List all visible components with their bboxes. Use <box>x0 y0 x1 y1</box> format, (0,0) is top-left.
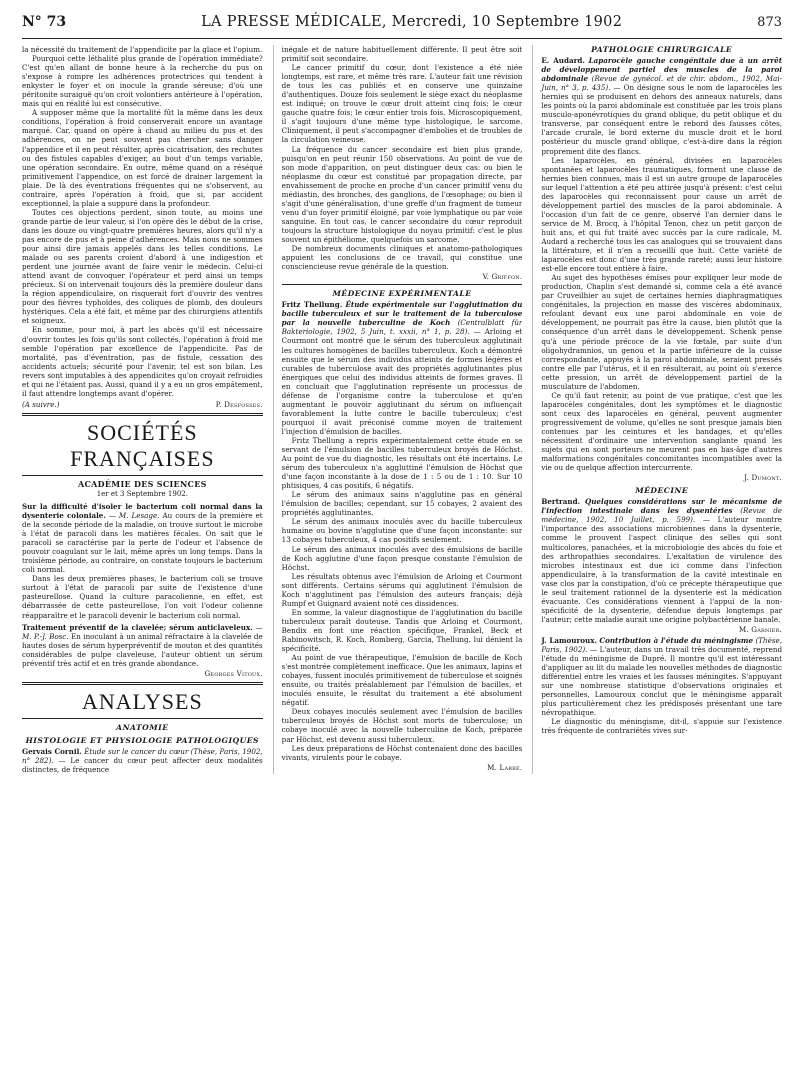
paragraph: Le cancer primitif du cœur, dont l'existence a été niée longtemps, est rare, et même très rare. L'auteur fait une révision de tous les cas publiés et en conserve une quinzaine d'authentiques. Douze fois seulement le siège exact du néoplasme est indiqué; on trouve le cœur droit atteint cinq fois; le cœur gauche quatre fois; le cœur entier trois fois. Microscopiquement, il s'agit toujours d'une même type histologique, le sarcome. Cliniquement, il peut s'accompagner d'embolies et de troubles de la circulation veineuse. <box>281 63 523 145</box>
category-heading: MÉDECINE <box>635 486 689 496</box>
paragraph: Les résultats obtenus avec l'émulsion de Arloing et Courmont sont différents. Certains sérums qui agglutinent l'émulsion de Koch n'agglutinent pas l'émulsion des auteurs français; déjà Rumpf et Guignard avaient noté ces dissidences. <box>281 571 523 608</box>
subsection-title: ACADÉMIE DES SCIENCES <box>77 478 207 489</box>
article-text: — L'auteur, dans un travail très documenté, reprend l'étude du méningisme de Dupré. Il montre qu'il est intéressant d'appliquer au lit du malade les nouvelles méthodes de diagnostic différentiel entre les vraies et les fausses méningites. S'appuyant sur une nombreuse statistique d'observations originales et personnelles, Lamouroux conclut que le méningisme apparaît plus particulièrement chez les prédisposés présentant une tare névropathique. <box>541 645 783 718</box>
article-author: Bertrand. <box>541 497 581 507</box>
paragraph: Au point de vue thérapeutique, l'émulsion de bacille de Koch s'est montrée complètement inefficace. Que les animaux, lapins et cobayes, fussent inoculés primitivement de tuberculose et soignés ensuite, ou traités préalablement par l'émulsion de bacilles, et inoculés ensuite, le résultat du traitement a été absolument négatif. <box>281 653 523 708</box>
paragraph: la nécessité du traitement de l'appendicite par la glace et l'opium. <box>22 45 263 54</box>
article <box>22 747 263 774</box>
paragraph: De nombreux documents cliniques et anatomo-pathologiques appuient les conclusions de ce travail, qui constitue une consciencieuse revue générale de la question. <box>281 244 523 272</box>
article-reference: (Revue de médecine, 1902, 10 Juillet, p. 599). <box>541 506 782 525</box>
paragraph: Au sujet des hypothèses émises pour expliquer leur mode de production, Chaplin s'est demandé si, comme cela a été avancé par Cruveilhier au sujet de certaines hernies diaphragmatiques congénitales, la projection en masse des viscères abdominaux, refoulant devant eux une paroi abdominale en voie de développement, ne pourrait pas être la cause, bien plutôt que la conséquence d'un arrêt dans le développement. Schenk pense qu'à une période précoce de la vie fœtale, par suite d'un oligohydramnios, un genou et la partie inférieure de la cuisse correspondante, appuyés à la paroi abdominale, seraient pressés contre elle par l'utérus, et il en résulterait, au point où s'exerce cette pression, un arrêt de développement partiel de la musculature de l'abdomen. <box>541 273 783 391</box>
article-title: Étude expérimentale sur l'agglutination du bacille tuberculeux et sur le traitement de la tuberculose par la nouvelle tuberculine de Koch <box>281 300 523 328</box>
paragraph: Le sérum des animaux inoculés avec du bacille tuberculeux humaine ou bovine n'agglutine que d'une façon inconstante: sur 13 cobayes tuberculeux, 4 cas positifs seulement. <box>281 517 523 545</box>
paragraph: Pourquoi cette léthalité plus grande de l'opération immédiate? C'est qu'en allant de bonne heure à la recherche du pus on s'expose à rompre les adhérences protectrices qui tendent à enkyster le foyer et on inocule la grande séreuse; d'où une péritonite suraiguë qu'on croit volontiers antérieure à l'opération, mais qui en réalité lui est consécutive. <box>22 54 263 109</box>
article-author: Fritz Thellung. <box>281 300 343 310</box>
article-author: Gervais Cornil. <box>22 746 82 756</box>
paragraph: Deux cobayes inoculés seulement avec l'émulsion de bacilles tuberculeux broyés de Höchst sont morts de tuberculose; un cobaye inoculé avec la nouvelle tuberculine de Koch, préparée par Höchst, est devenu aussi tuberculeux. <box>281 707 523 744</box>
journal-title: LA PRESSE MÉDICALE, Mercredi, 10 Septembre 1902 <box>201 14 623 30</box>
article <box>541 497 782 624</box>
article-text: Au cours de la première et de la seconde période de la maladie, on trouve surtout le microbe à l'état de paracoli dans les matières fécales. On sait que le paracoli se caractérise par la perte de l'odeur et l'absence de pouvoir coagulant sur le lait, même après un long temps. Dans la troisième période, au contraire, on constate toujours le bacterium coli normal. <box>22 511 263 575</box>
signature-line <box>22 400 263 409</box>
article-title: Traitement préventif de la clavelée; sérum anticlaveleux. <box>22 622 253 632</box>
divider <box>282 284 523 285</box>
page-number: 873 <box>757 15 782 30</box>
article-title: Contribution à l'étude du méningisme <box>599 636 753 645</box>
article-text: — Le cancer du cœur peut affecter deux modalités distinctes, de fréquence <box>22 756 263 775</box>
author-signature: V. Griffon. <box>482 272 523 282</box>
article <box>282 300 523 436</box>
paragraph: inégale et de nature habituellement différente. Il peut être soit primitif soit secondaire. <box>281 45 523 64</box>
paragraph: Le diagnostic du méningisme, dit-il, s'appuie sur l'existence très fréquente de contrariétés vives sur- <box>541 717 783 736</box>
paragraph: En somme, pour moi, à part les abcès qu'il est nécessaire d'ouvrir toutes les fois qu'ils sont collectés, l'opération à froid me semble l'opération par excellence de l'appendicite. Pas de mortalité, pas d'éventration, pas de fistule, cessation des accidents actuels; sécurité pour l'avenir, tel est son bilan. Les revers sont imputables à des appendicites qu'on croyait refroidies et qui ne l'étaient pas. Aussi, quand il y a eu un gros empâtement, il faut attendre longtemps avant d'opérer. <box>22 325 263 398</box>
column-2 <box>273 45 523 774</box>
column-3 <box>532 45 782 774</box>
article-text: En inoculant à un animal réfractaire à la clavelée de hautes doses de sérum hyperpréventif de mouton et des quantités considérables de pulpe claveleuse, l'auteur obtient un sérum préventif très actif et en très grande abondance. <box>22 631 263 668</box>
article-reference: (Thèse, Paris, 1902). <box>541 636 782 655</box>
paragraph: A supposer même que la mortalité fût la même dans les deux conditions, l'opération à froid conserverait encore un avantage marqué. Car, quand on opère à chaud au milieu du pus et des adhérences, on ne peut souvent pas chercher sans danger l'appendice et il en peut résulter, après cicatrisation, des rechutes ou des fistules capables d'exiger, au bout d'un temps variable, une opération secondaire. En outre, même quand on a réséqué primitivement l'appendice, on est forcé de drainer largement la plaie. De là des éventrations fréquentes qui ne s'observent, au contraire, après l'opération à froid, que si, par accident exceptionnel, la plaie a suppuré dans la profondeur. <box>22 108 263 208</box>
article-reference: (Centralblatt für Bakteriologie, 1902, 5 Juin, t. xxxii, n° 1, p. 28). <box>281 318 523 337</box>
paragraph: Toutes ces objections perdent, sinon toute, au moins une grande partie de leur valeur, si l'on opère dès le début de la crise, dans les douze ou vingt-quatre premières heures, alors qu'il n'y a pas encore de pus et à peine d'adhérences. Mais nous ne sommes pour ainsi dire jamais appelés dans les telles conditions. Le malade ou ses parents croient d'abord à une indigestion et perdent une journée avant de faire venir le médecin. Celui-ci attend avant de convoquer l'opérateur et perd ainsi un temps précieux. Si on intervenait toujours dès la première douleur dans la région appendiculaire, on risquerait fort d'ouvrir des ventres pour des fièvres typhoïdes, des coliques de plomb, des douleurs hystériques. Cela a été fait, et même par des chirurgiens attentifs et soigneux. <box>22 207 263 326</box>
article <box>541 56 782 156</box>
paragraph: Fritz Thellung a repris expérimentalement cette étude en se servant de l'émulsion de bacilles tuberculeux broyés de Höchst. Au point de vue du diagnostic, les résultats ont été incertains. Le sérum des tuberculeux n'a aggluttiné l'émulsion de Höchst que d'une façon inconstante à la dose de 1 : 5 ou de 1 : 10. Sur 10 phtisiques, 4 cas positifs, 6 négatifs. <box>281 435 523 491</box>
article-title: Quelques considérations sur le mécanisme de l'infection intestinale dans les dysentéries <box>541 497 783 516</box>
page-header <box>22 14 782 39</box>
columns <box>22 45 782 774</box>
paragraph: En somme, la valeur diagnostique de l'agglutination du bacille tuberculeux paraît douteuse. Tandis que Arloing et Courmont, Bendix en font une réaction spécifique, Frankel, Beck et Rabinowitsch, R. Koch, Romberg, Garcia, Thellung, lui dénient la spécificité. <box>281 607 523 654</box>
category-heading: HISTOLOGIE ET PHYSIOLOGIE PATHOLOGIQUES <box>25 735 260 745</box>
article <box>541 636 782 717</box>
article-author: J. Lamouroux. <box>541 636 597 645</box>
category-heading: ANATOMIE <box>116 722 169 732</box>
article-title: Sur la difficulté d'isoler le bacterium coli normal dans la dysenterie coloniale. <box>22 501 263 521</box>
author-signature: Georges Vitoux. <box>204 668 263 678</box>
article-author: — M. Lesage. <box>108 511 160 521</box>
section-title-analyses: ANALYSES <box>22 682 263 719</box>
article-text: — On désigne sous le nom de laparocèles les hernies qui se produisent en dehors des anneaux naturels, dans les points où la paroi abdominale est constituée par les trois plans musculo-aponévrotiques du grand oblique, du petit oblique et du transverse, par conséquent entre le rebord des fausses côtes, l'arcade crurale, le bord externe du muscle droit et le bord postérieur du muscle grand oblique, c'est-à-dire dans la région proprement dite des flancs. <box>541 83 783 156</box>
article-text: — Arloing et Courmont ont montré que le sérum des tuberculeux agglutinait les cultures homogènes de bacilles tuberculeux. Koch a démontré ensuite que le sérum des individus atteints de formes légères et curables de tuberculose avait des propriétés agglutinantes plus énergiques que celui des individus atteints de formes graves. Il en concluait que l'agglutination représente un processus de défense de l'organisme contre la tuberculose et qu'en augmentant le pouvoir agglutinant du sérum on influençait favorablement la lutte contre le bacille tuberculeux; c'est pourquoi il avait préconisé comme moyen de traitement l'injection d'émulsion de bacilles. <box>281 327 523 436</box>
category-heading: PATHOLOGIE CHIRURGICALE <box>591 45 733 54</box>
article-reference: (Thèse, Paris, 1902, n° 282). <box>22 746 263 765</box>
author-signature: P. Desfosses. <box>215 399 263 409</box>
article-title: Laparocèle gauche congénitale due à un arrêt de développement partiel des muscles de la paroi abdominale <box>541 56 783 84</box>
author-signature: M. Garnier. <box>738 624 783 634</box>
section-title-societes: SOCIÉTÉS FRANÇAISES <box>22 413 263 476</box>
paragraph: Les deux préparations de Höchst contenaient donc des bacilles vivants, virulents pour le cobaye. <box>281 743 523 762</box>
article-reference: (Revue de gynécol. et de chir. abdom., 1902, Mai-Juin, n° 3, p. 435). <box>541 74 783 93</box>
paragraph: Le sérum des animaux sains n'agglutine pas en général l'émulsion de bacilles; cependant, sur 15 cobayes, 2 avaient des propriétés agglutinantes. <box>281 490 523 518</box>
paragraph: Ce qu'il faut retenir, au point de vue pratique, c'est que les laparocèles congénitales, dont les symptômes et le diagnostic sont ceux des laparocèles en général, peuvent augmenter progressivement de volume, qu'elles ne sont presque jamais bien contenues par les ceintures et les bandages, et qu'elles nécessitent d'ordinaire une intervention sanglante quand les sujets qui en sont porteurs ne meurent pas en bas-âge d'autres malformations congénitales concomitantes incompatibles avec la vie ou de quelque affection intercurrente. <box>541 390 783 473</box>
article-title: Étude sur le cancer du cœur <box>84 746 189 756</box>
paragraph: La fréquence du cancer secondaire est bien plus grande, puisqu'on en peut réunir 150 observations. Au point de vue de son mode d'apparition, on peut distinguer deux cas: ou bien le néoplasme du cœur est constitué par propagation directe, par envahissement de proche en proche d'un cancer primitif venu du médiastin, des bronches, des ganglions, de l'œsophage; ou bien il s'agit d'une généralisation, d'une greffe d'un fragment de tumeur venu d'un foyer primitif éloigné, par voie lymphatique ou par voie sanguine. En tout cas, le cancer secondaire du cœur reproduit toujours la structure histologique du noyau primitif: c'est le plus souvent un épithéliome, quelquefois un sarcome. <box>281 144 523 244</box>
to-be-continued: (A suivre.) <box>22 399 60 409</box>
paragraph: Dans les deux premières phases, le bacterium coli se trouve surtout à l'état de paracoli par suite de l'existence d'une pasteurellose. Quand la culture paracolienne, en effet, est débarrassée de cette pasteurellose, l'on voit l'odeur colienne réapparaître et le paracoli devenir le bacterium coli normal. <box>22 574 263 620</box>
author-signature: J. Dumont. <box>744 473 783 483</box>
paragraph: Les laparocèles, en général, divisées en laparocèles spontanées et laparocèles traumatiques, forment une classe de hernies bien connues, mais il est un autre groupe de laparocèles sur lequel l'attention a été peu attirée jusqu'à présent: c'est celui des laparocèles qui reconnaissent pour cause un arrêt de développement partiel des muscles de la paroi abdominale. A l'occasion d'un fait de ce genre, observé l'an dernier dans le service de M. Brocq, à l'hôpital Tenon, chez un petit garçon de huit ans, et qui fut traité avec succès par la cure radicale, M. Audard a recherché tous les cas analogues qui se trouvaient dans la littérature, et il n'en a recueilli que huit. Cette variété de laparocèles est donc d'une très grande rareté; aussi leur histoire est-elle encore tout entière à faire. <box>541 155 783 274</box>
subsection-date: 1er et 3 Septembre 1902. <box>96 489 188 498</box>
article-text: — L'auteur montre l'importance des associations microbiennes dans la dysenterie, comme le prouvent l'aspect clinique des selles qui sont multicolores, panachées, et la microbiologie des abcès du foie et des arthropathies secondaires. L'exaltation de virulence des microbes intestinaux est due ici comme dans l'infection appendiculaire, à la transformation de la cavité intestinale en vase clos par la constipation, d'où ce précepte thérapeutique que le seul traitement rationnel de la dysenterie est la médication évacuante. Ces considérations viennent à l'appui de la non-spécificité de la dysenterie, défendue depuis longtemps par l'auteur; cette maladie aurait une origine polybactérienne banale. <box>541 515 783 624</box>
paragraph: Le sérum des animaux inoculés avec des émulsions de bacille de Koch agglutine d'une façon presque constante l'émulsion de Höchst. <box>281 544 523 572</box>
article <box>22 623 263 668</box>
article-author: E. Audard. <box>541 56 585 66</box>
article-author: — M. P.-J. Bosc. <box>22 622 263 641</box>
column-1 <box>22 45 263 774</box>
category-heading: MÉDECINE EXPÉRIMENTALE <box>332 289 472 299</box>
article <box>22 502 263 574</box>
issue-number: N° 73 <box>22 14 67 30</box>
author-signature: M. Labbé. <box>487 762 523 772</box>
